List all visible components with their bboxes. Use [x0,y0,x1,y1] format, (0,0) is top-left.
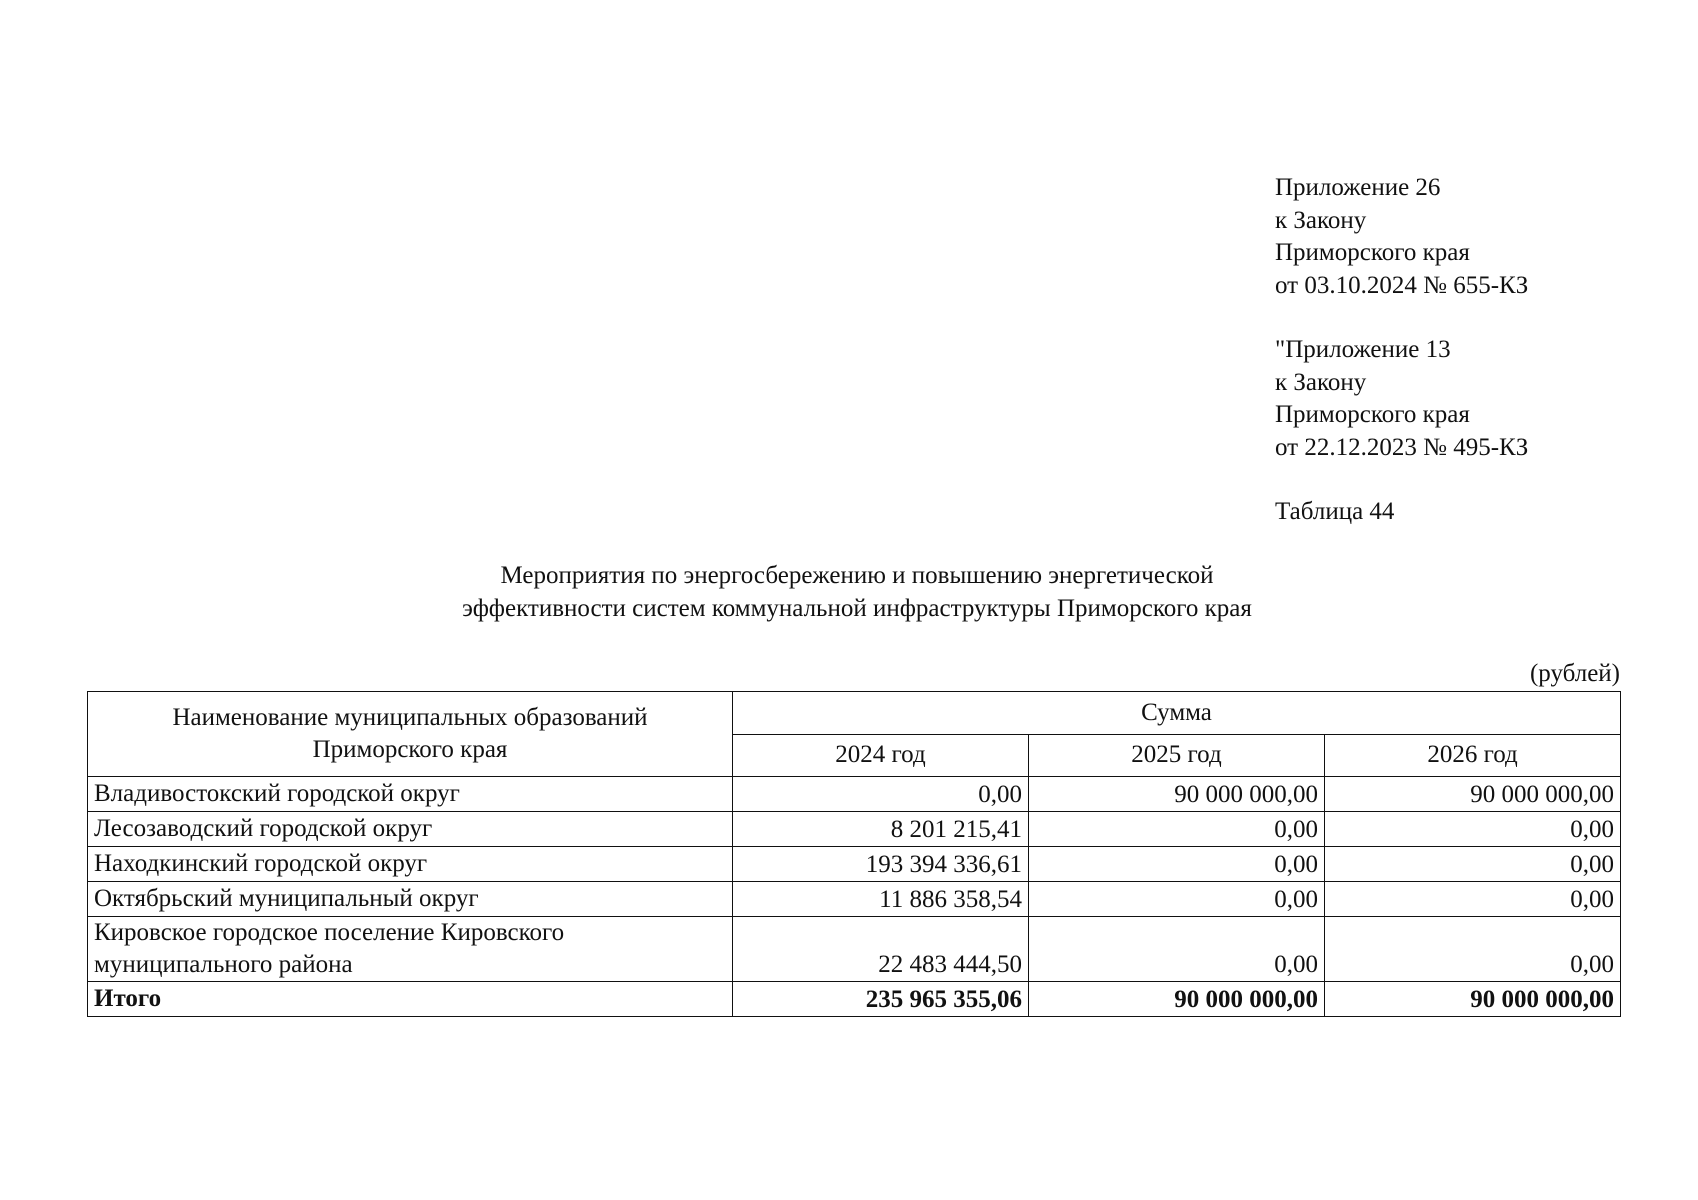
total-value-2025: 90 000 000,00 [1029,982,1325,1017]
total-row [88,982,1621,1017]
row-value-2026: 0,00 [1325,847,1621,882]
total-label: Итого [88,982,733,1017]
header-sum: Сумма [733,692,1621,735]
table-row [88,882,1621,917]
row-municipality: Владивостокский городской округ [88,777,733,812]
row-value-2025: 0,00 [1029,917,1325,982]
annex-26-heading [1275,172,1528,302]
header-municipality-line-1: Наименование муниципальных образований [172,704,648,731]
row-value-2025: 0,00 [1029,882,1325,917]
document-title [88,560,1626,625]
document-title-line-1: Мероприятия по энергосбережению и повышению энергетической [500,562,1214,589]
budget-table [87,691,1621,1017]
annex-26-law-ref: к Закону [1275,206,1367,234]
row-value-2026: 0,00 [1325,812,1621,847]
row-value-2024: 8 201 215,41 [733,812,1029,847]
units-label: (рублей) [1529,660,1620,687]
row-municipality: Октябрьский муниципальный округ [88,882,733,917]
table-row [88,917,1621,982]
row-value-2025: 0,00 [1029,847,1325,882]
row-value-2024: 11 886 358,54 [733,882,1029,917]
annex-13-number: "Приложение 13 [1275,336,1451,363]
annex-26-number: Приложение 26 [1275,174,1441,201]
row-value-2025: 0,00 [1029,812,1325,847]
row-value-2024: 0,00 [733,777,1029,812]
header-municipality [88,692,733,777]
row-municipality: Лесозаводский городской округ [88,812,733,847]
annex-26-date: от 03.10.2024 № 655-КЗ [1275,271,1529,299]
annex-13-region: Приморского края [1275,401,1470,428]
row-municipality: Находкинский городской округ [88,847,733,882]
annex-13-heading [1275,334,1528,464]
annex-13-law-ref: к Закону [1275,368,1367,396]
row-value-2026: 90 000 000,00 [1325,777,1621,812]
header-year-2025: 2025 год [1029,734,1325,777]
annex-26-region: Приморского края [1275,239,1470,266]
table-row [88,812,1621,847]
header-year-2024: 2024 год [733,734,1029,777]
row-value-2026: 0,00 [1325,882,1621,917]
header-year-2026: 2026 год [1325,734,1621,777]
total-value-2026: 90 000 000,00 [1325,982,1621,1017]
row-value-2025: 90 000 000,00 [1029,777,1325,812]
table-row [88,847,1621,882]
row-municipality: Кировское городское поселение Кировского муниципального района [88,917,733,982]
header-municipality-line-2: Приморского края [312,736,508,763]
row-value-2026: 0,00 [1325,917,1621,982]
table-number: Таблица 44 [1275,498,1395,525]
table-row [88,777,1621,812]
total-value-2024: 235 965 355,06 [733,982,1029,1017]
row-value-2024: 193 394 336,61 [733,847,1029,882]
annex-13-date: от 22.12.2023 № 495-КЗ [1275,433,1529,461]
row-value-2024: 22 483 444,50 [733,917,1029,982]
table-header-row [88,692,1621,735]
document-title-line-2: эффективности систем коммунальной инфраструктуры Приморского края [462,594,1252,622]
